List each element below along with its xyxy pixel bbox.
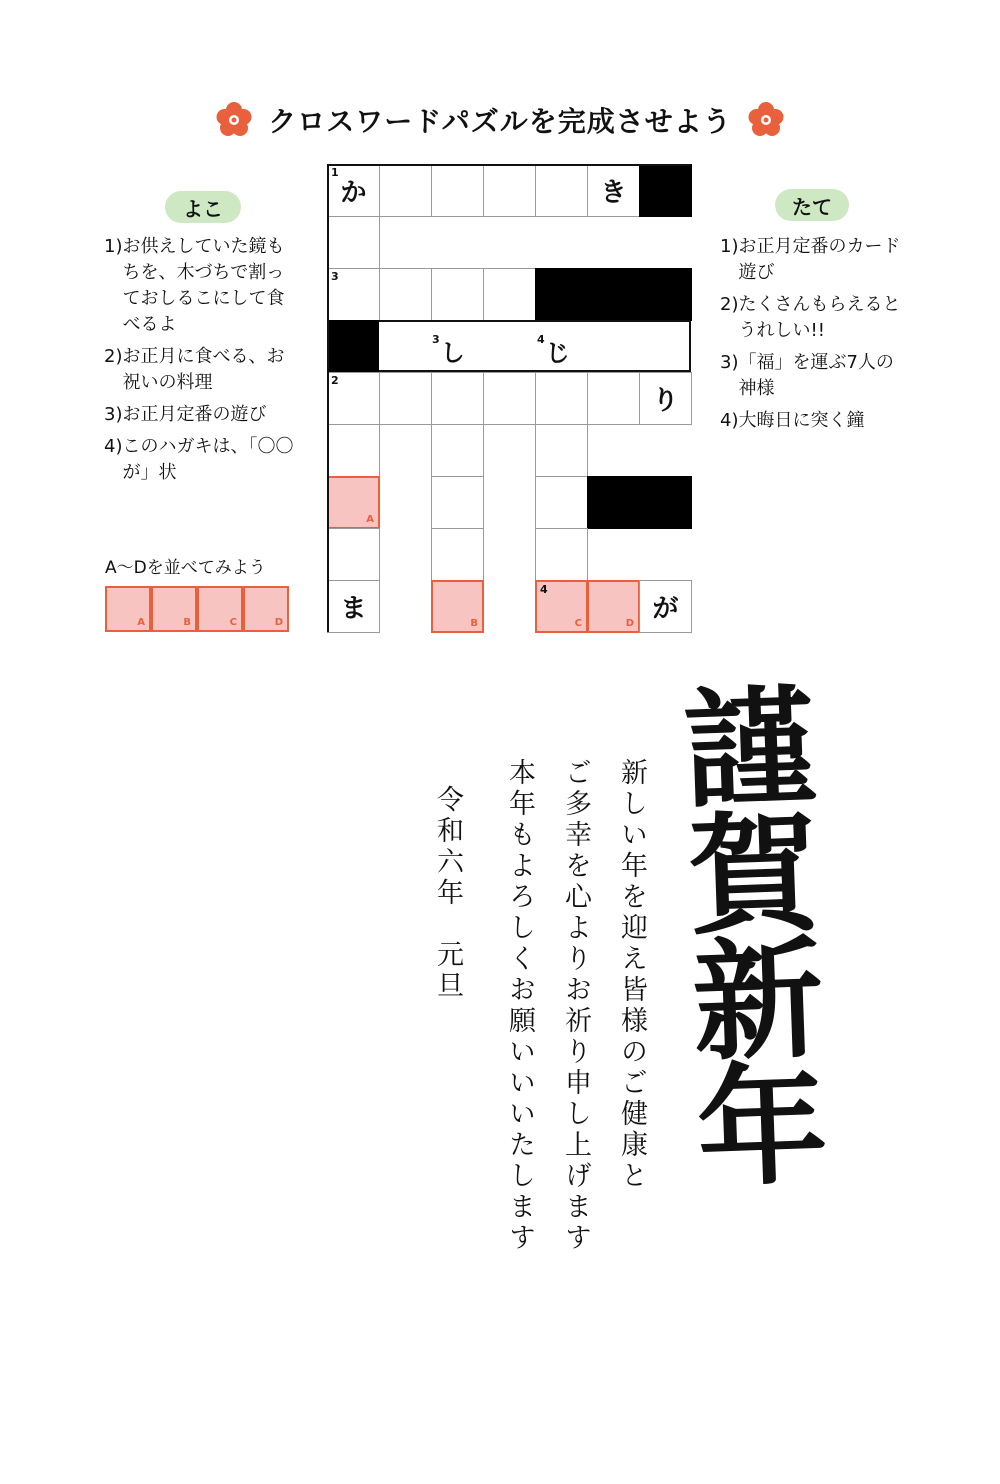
crossword-cell[interactable] — [431, 528, 484, 581]
crossword-block — [639, 476, 692, 529]
tate-clue-1: 1) お正月定番のカード遊び — [720, 236, 901, 283]
crossword-cell[interactable] — [379, 372, 432, 425]
greeting-date: 令和六年 元旦 — [432, 785, 463, 1002]
crossword-block — [639, 268, 692, 321]
grid-top-border — [327, 164, 691, 166]
plum-flower-icon — [746, 100, 786, 140]
crossword-cell[interactable] — [431, 476, 484, 529]
crossword-cell[interactable] — [431, 372, 484, 425]
crossword-cell[interactable] — [535, 476, 588, 529]
crossword-cell[interactable] — [587, 372, 640, 425]
greeting-line-1: 新しい年を迎え皆様のご健康と — [616, 758, 647, 1192]
grid-outer-frame — [327, 164, 329, 632]
crossword-cell[interactable] — [327, 216, 380, 269]
yoko-clue-1: 1) お供えしていた鏡もちを、木づちで割っておしるこにして食べるよ — [104, 236, 285, 335]
answer-cell-d[interactable]: D — [243, 586, 289, 632]
greeting-kinga-shinnen: 謹賀新年 — [660, 677, 831, 1187]
crossword-cell[interactable] — [535, 164, 588, 217]
crossword-cell[interactable]: D — [587, 580, 640, 633]
crossword-cell[interactable] — [535, 528, 588, 581]
crossword-block — [327, 320, 380, 373]
answer-cell-c[interactable]: C — [197, 586, 243, 632]
plum-flower-icon — [214, 100, 254, 140]
tate-clue-4: 4) 大晦日に突く鐘 — [720, 410, 865, 431]
crossword-cell[interactable] — [431, 268, 484, 321]
crossword-cell[interactable] — [379, 164, 432, 217]
crossword-cell[interactable]: り — [639, 372, 692, 425]
crossword-cell[interactable] — [327, 424, 380, 477]
answer-cell-b[interactable]: B — [151, 586, 197, 632]
yoko-clue-list — [104, 234, 302, 492]
crossword-cell[interactable] — [483, 372, 536, 425]
crossword-cell[interactable] — [483, 268, 536, 321]
crossword-cell[interactable]: A — [327, 476, 380, 529]
hint-band — [379, 320, 691, 372]
crossword-cell[interactable] — [431, 424, 484, 477]
puzzle-title-bar — [0, 98, 1000, 142]
hint-3: $^3$し — [432, 333, 465, 367]
greeting-line-3: 本年もよろしくお願いいいたします — [504, 758, 535, 1254]
crossword-cell[interactable] — [379, 268, 432, 321]
crossword-cell[interactable]: ま — [327, 580, 380, 633]
crossword-block — [587, 268, 640, 321]
crossword-block — [535, 268, 588, 321]
crossword-cell[interactable]: 1 か — [327, 164, 380, 217]
crossword-cell[interactable] — [327, 528, 380, 581]
crossword-cell[interactable] — [535, 424, 588, 477]
answer-instruction: A〜Dを並べてみよう — [105, 558, 266, 578]
crossword-block — [587, 476, 640, 529]
tate-clue-2: 2) たくさんもらえるとうれしい!! — [720, 294, 901, 341]
crossword-cell[interactable] — [431, 164, 484, 217]
greeting-line-2: ご多幸を心よりお祈り申し上げます — [560, 758, 591, 1254]
yoko-clue-4: 4) このハガキは、「〇〇が」状 — [104, 436, 294, 483]
yoko-clue-2: 2) お正月に食べる、お祝いの料理 — [104, 346, 285, 393]
crossword-cell[interactable]: 4 C — [535, 580, 588, 633]
crossword-cell[interactable]: が — [639, 580, 692, 633]
puzzle-title: クロスワードパズルを完成させよう — [268, 105, 732, 138]
tate-clue-list — [720, 234, 910, 440]
crossword-cell[interactable] — [483, 164, 536, 217]
hint-4: $^4$じ — [537, 333, 570, 367]
yoko-label: よこ — [165, 191, 241, 223]
tate-label: たて — [775, 189, 849, 221]
crossword-cell[interactable]: B — [431, 580, 484, 633]
answer-cell-a[interactable]: A — [105, 586, 151, 632]
crossword-block — [639, 164, 692, 217]
crossword-cell[interactable]: 2 — [327, 372, 380, 425]
tate-clue-3: 3) 「福」を運ぶ7人の神様 — [720, 352, 894, 399]
crossword-cell[interactable]: き — [587, 164, 640, 217]
yoko-clue-3: 3) お正月定番の遊び — [104, 404, 267, 425]
crossword-cell[interactable] — [535, 372, 588, 425]
crossword-cell[interactable]: 3 — [327, 268, 380, 321]
